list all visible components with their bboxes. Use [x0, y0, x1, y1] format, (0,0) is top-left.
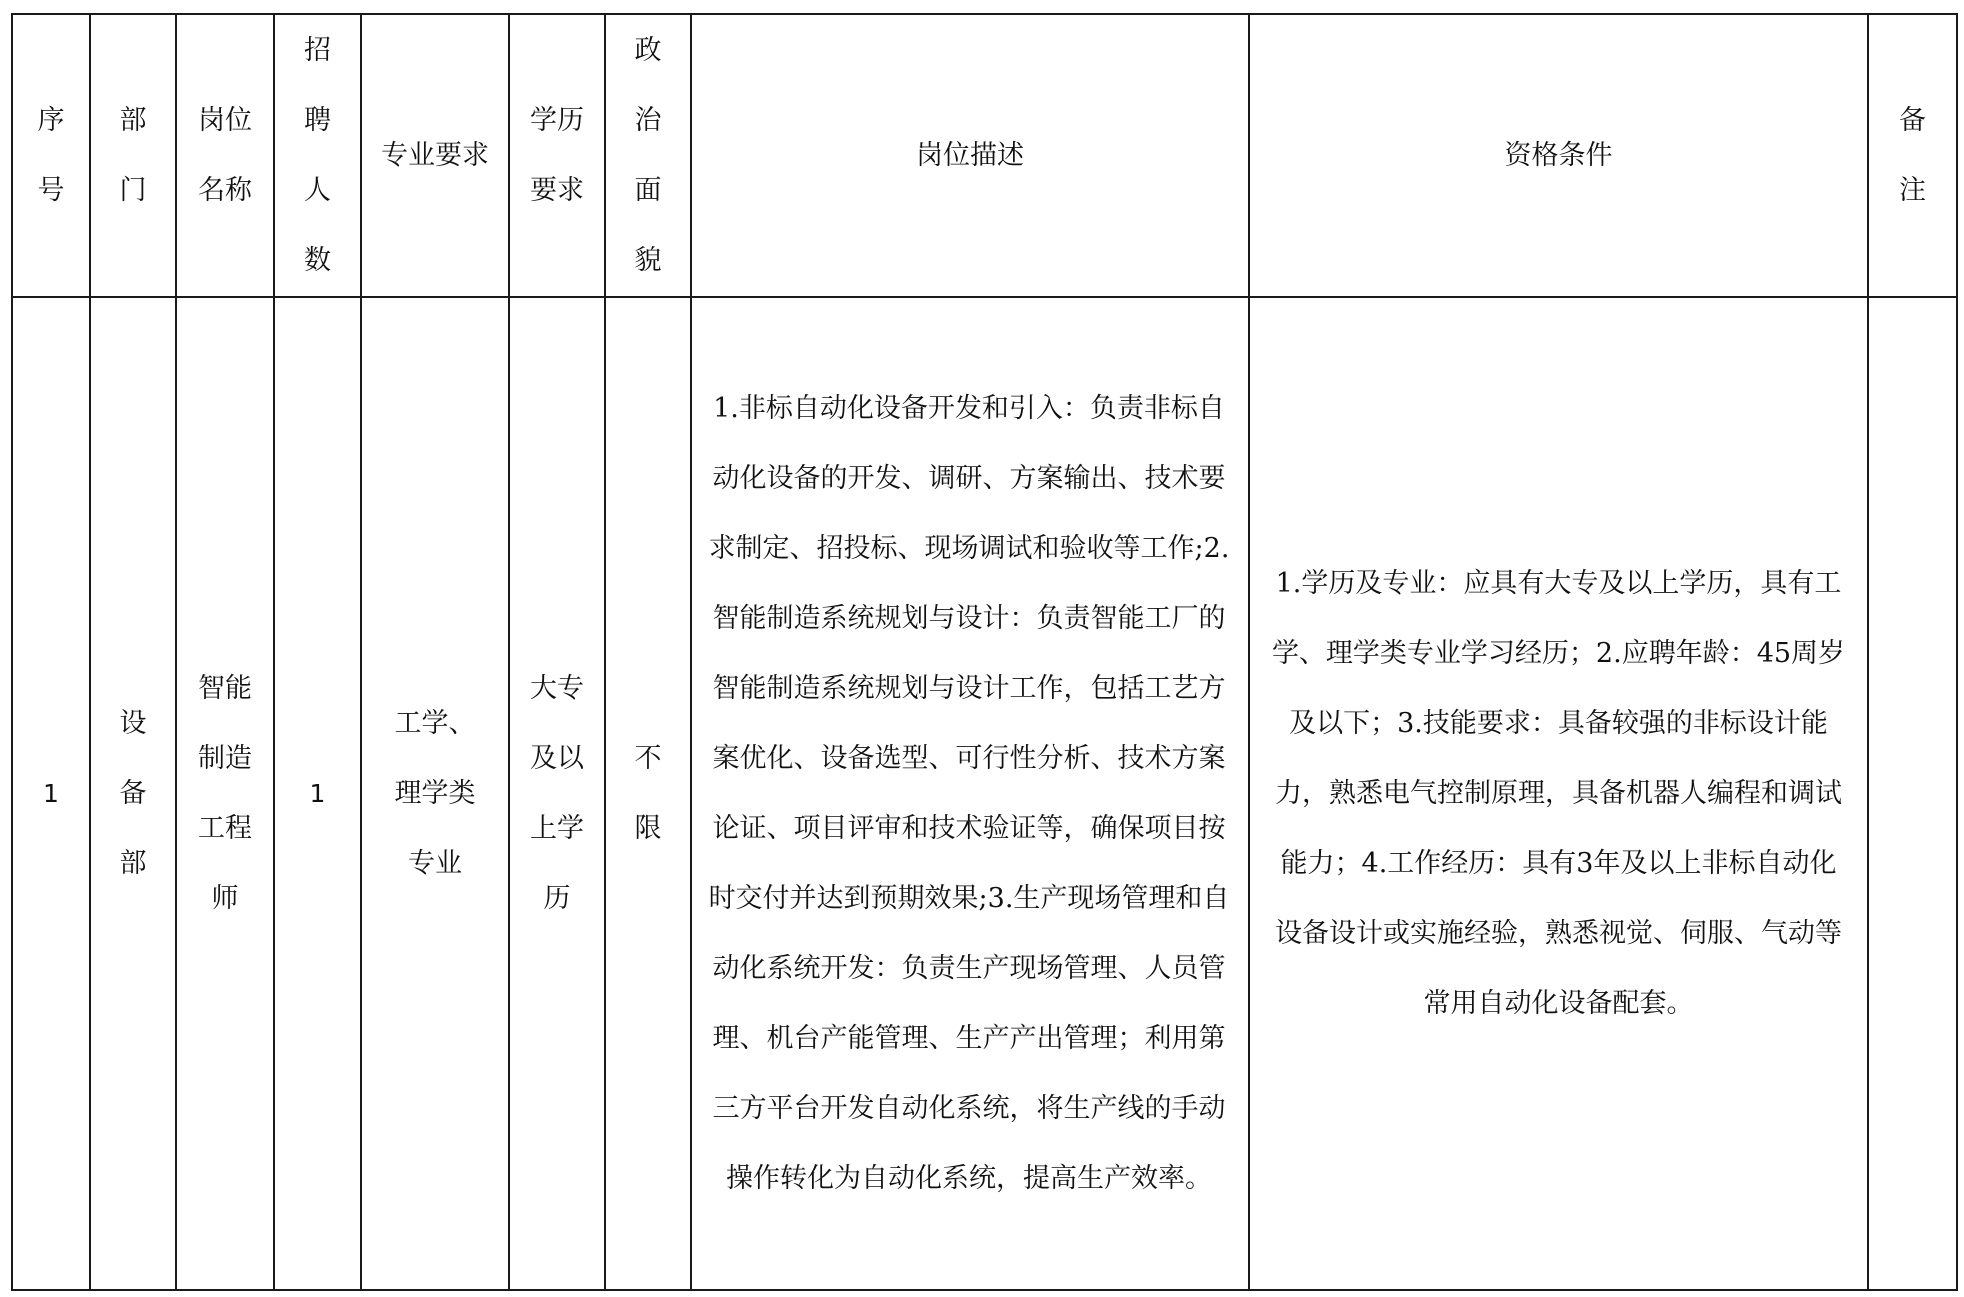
header-position: 岗位名称 [176, 14, 274, 297]
header-seq: 序号 [12, 14, 90, 297]
table-row [12, 297, 1957, 1290]
recruitment-table [11, 13, 1958, 1291]
header-political: 政治面貌 [605, 14, 691, 297]
cell-qualifications: 1.学历及专业：应具有大专及以上学历，具有工学、理学类专业学习经历；2.应聘年龄：45周岁及以下；3.技能要求：具备较强的非标设计能力，熟悉电气控制原理，具备机器人编程和调试能力；4.工作经历：具有3年及以上非标自动化设备设计或实施经验，熟悉视觉、伺服、气动等常用自动化设备配套。 [1249, 297, 1868, 1290]
header-department: 部门 [90, 14, 176, 297]
header-major: 专业要求 [361, 14, 509, 297]
cell-description: 1.非标自动化设备开发和引入：负责非标自动化设备的开发、调研、方案输出、技术要求制定、招投标、现场调试和验收等工作;2.智能制造系统规划与设计：负责智能工厂的智能制造系统规划与设计工作，包括工艺方案优化、设备选型、可行性分析、技术方案论证、项目评审和技术验证等，确保项目按时交付并达到预期效果;3.生产现场管理和自动化系统开发：负责生产现场管理、人员管理、机台产能管理、生产产出管理；利用第三方平台开发自动化系统，将生产线的手动操作转化为自动化系统，提高生产效率。 [691, 297, 1249, 1290]
cell-department: 设备部 [90, 297, 176, 1290]
cell-education: 大专及以上学历 [509, 297, 605, 1290]
header-headcount: 招聘人数 [274, 14, 361, 297]
recruitment-table-container [11, 13, 1956, 1289]
header-description: 岗位描述 [691, 14, 1249, 297]
header-remarks: 备注 [1868, 14, 1957, 297]
cell-political: 不限 [605, 297, 691, 1290]
header-education: 学历要求 [509, 14, 605, 297]
cell-headcount: 1 [274, 297, 361, 1290]
cell-seq: 1 [12, 297, 90, 1290]
header-qualifications: 资格条件 [1249, 14, 1868, 297]
cell-major: 工学、理学类专业 [361, 297, 509, 1290]
cell-position: 智能制造工程师 [176, 297, 274, 1290]
cell-remarks [1868, 297, 1957, 1290]
header-row [12, 14, 1957, 297]
